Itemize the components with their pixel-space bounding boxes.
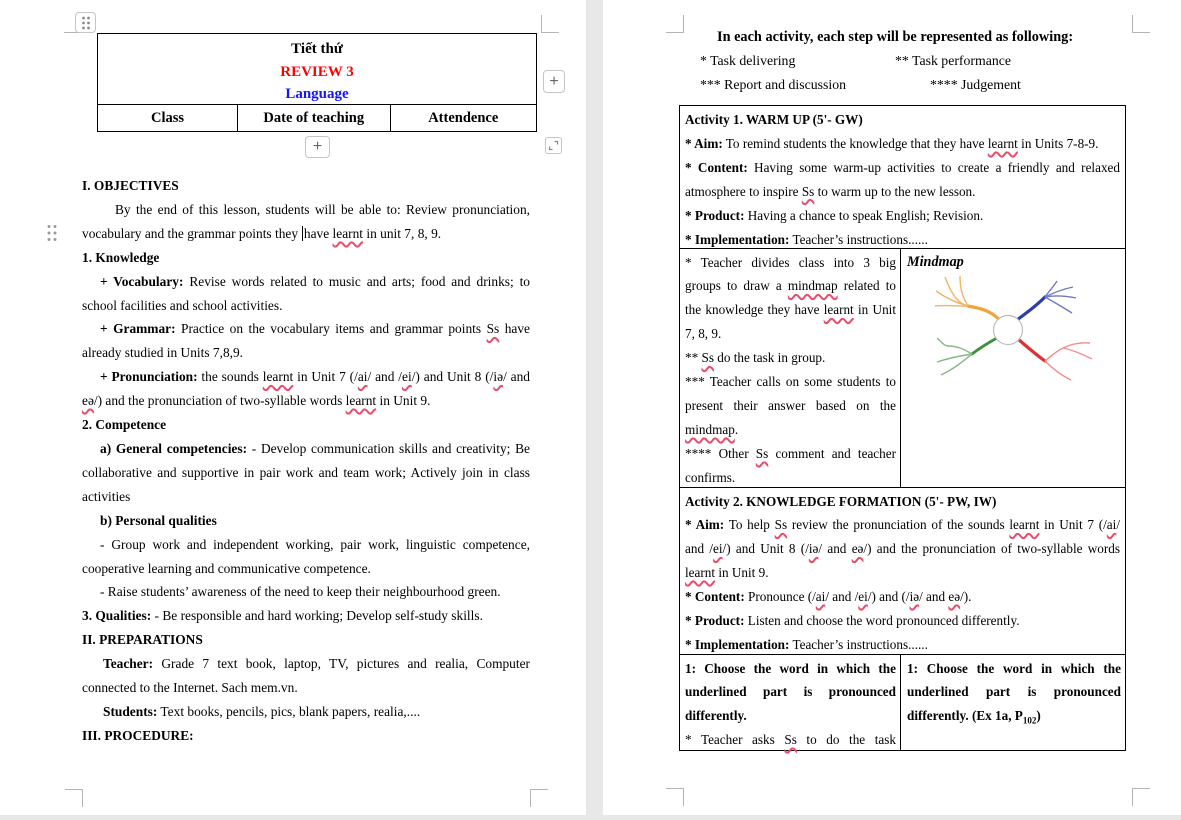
text-run: 2. Competence (82, 417, 167, 433)
text-run: related to the knowledge they have (685, 278, 896, 318)
paragraph[interactable] (82, 700, 530, 724)
text-run: * Content: (685, 159, 748, 175)
paragraph[interactable] (685, 728, 896, 752)
plus-icon: + (549, 72, 559, 90)
expand-corners-icon (546, 138, 561, 153)
lesson-title-cell[interactable] (98, 34, 536, 104)
text-run: in Unit 9. (376, 393, 431, 409)
text-run: Tiết thứ (291, 41, 343, 57)
paragraph[interactable] (82, 628, 530, 652)
text-run: /) and Unit 8 (/ (411, 369, 494, 385)
table-move-handle[interactable] (75, 12, 96, 33)
text-run: to do the task (796, 732, 896, 748)
text-run: / and (818, 541, 852, 557)
mindmap-image[interactable] (904, 262, 1116, 412)
table-resize-button[interactable] (545, 137, 562, 154)
margin-mark-bottom-left (65, 789, 83, 807)
text-run: / and (919, 589, 949, 605)
text-run: + Pronunciation: (100, 369, 198, 385)
text-run: + Grammar: (100, 321, 176, 337)
spellcheck-flagged-text: mindmap (685, 422, 735, 438)
text-run: Students: (103, 703, 158, 719)
add-row-button[interactable] (305, 136, 330, 158)
margin-mark-bottom-right (530, 789, 548, 807)
text-run: Language (285, 86, 349, 102)
paragraph[interactable] (98, 61, 536, 84)
text-run: 1. Knowledge (82, 249, 160, 265)
text-run: Practice on the vocabulary items and grammar points (175, 321, 487, 337)
procedure-table[interactable] (679, 105, 1126, 751)
spellcheck-flagged-text: iə (493, 369, 504, 385)
paragraph[interactable] (685, 108, 1120, 132)
header-columns-row (98, 104, 536, 131)
text-run: comment and teacher confirms. (685, 446, 896, 486)
text-run: / and / (367, 369, 403, 385)
paragraph[interactable] (82, 317, 530, 365)
text-run: Pronounce (/ (744, 589, 816, 605)
margin-mark-top-right (541, 15, 559, 33)
paragraph[interactable] (685, 609, 1120, 633)
paragraph[interactable] (82, 604, 530, 628)
steps-legend-title[interactable]: In each activity, each step will be represented as following: (717, 29, 1074, 45)
paragraph[interactable] (82, 509, 530, 533)
text-run: /). (960, 589, 972, 605)
text-run: /) and (/ (867, 589, 910, 605)
margin-mark-bottom-left (666, 788, 684, 806)
text-run: have already studied in Units 7,8,9. (82, 321, 530, 361)
paragraph[interactable] (82, 437, 530, 509)
text-run: * Product: (685, 613, 745, 629)
text-run: b) Personal qualities (100, 512, 217, 528)
spellcheck-flagged-text: eə (851, 541, 864, 557)
text-run: /) and Unit 8 (/ (722, 541, 809, 557)
spellcheck-flagged-text: Ss (801, 183, 815, 199)
text-run: * Teacher asks (685, 732, 785, 748)
text-run: / and / (825, 589, 859, 605)
spellcheck-flagged-text: learnt (1009, 517, 1040, 533)
mindmap-steps-cell[interactable] (680, 249, 901, 487)
text-run: Teacher: (103, 656, 154, 672)
text-run: Grade 7 text book, laptop, TV, pictures and realia, Computer connected to the Internet. Sach mem.vn. (82, 656, 530, 696)
text-run: To remind students the knowledge that they have (722, 135, 988, 151)
mindmap-image-cell[interactable] (901, 249, 1125, 487)
page-gap (586, 0, 603, 820)
text-run: the sounds (197, 369, 263, 385)
text-run: Having a chance to speak English; Revision. (744, 207, 984, 223)
text-run: Having some warm-up activities to create a friendly and relaxed atmosphere to inspire (685, 159, 1120, 199)
spellcheck-flagged-text: learnt (345, 393, 377, 409)
text-run: - Raise students’ awareness of the need to keep their neighbourhood green. (100, 584, 501, 600)
text-run: By the end of this lesson, students will be able to: Review pronunciation, vocabulary and the grammar points they (82, 201, 530, 241)
text-run: * Aim: (685, 135, 723, 151)
margin-mark-top-right (1132, 15, 1150, 33)
text-run: in Units 7-8-9. (1017, 135, 1099, 151)
text-run: have (303, 225, 333, 241)
spellcheck-flagged-text: eə (948, 589, 961, 605)
text-run: /) and the pronunciation of two-syllable words (863, 541, 1120, 557)
paragraph[interactable] (685, 513, 1120, 585)
text-run: To help (724, 517, 775, 533)
text-run: in Unit 9. (715, 565, 769, 581)
text-run: a) General competencies: (100, 440, 248, 456)
text-run: review the pronunciation of the sounds (787, 517, 1010, 533)
drag-dots-icon (45, 223, 59, 243)
document-body-text[interactable] (82, 174, 530, 748)
text-run: / and (503, 369, 530, 385)
spellcheck-flagged-text: ai (1106, 517, 1117, 533)
spellcheck-flagged-text: Ss (784, 732, 797, 748)
text-run: Teacher’s instructions...... (789, 231, 928, 247)
margin-mark-top-left (666, 15, 684, 33)
paragraph[interactable] (98, 38, 536, 61)
spellcheck-flagged-text: learnt (262, 369, 294, 385)
paragraph[interactable] (82, 198, 530, 246)
paragraph[interactable] (82, 580, 530, 604)
paragraph[interactable] (685, 370, 896, 442)
text-run: * Implementation: (685, 636, 790, 652)
mindmap-row (680, 248, 1125, 487)
text-run: III. PROCEDURE: (82, 727, 194, 743)
text-run: * Product: (685, 207, 745, 223)
text-run: Teacher’s instructions...... (789, 636, 928, 652)
paragraph[interactable] (685, 490, 1120, 514)
text-run: . (734, 422, 739, 438)
text-run: 1: Choose the word in which the underlined part is pronounced differently. (685, 660, 896, 724)
text-run: do the task in group. (713, 350, 826, 366)
spellcheck-flagged-text: Ss (755, 446, 769, 462)
task-instructions-cell[interactable] (680, 655, 901, 751)
paragraph-drag-handle[interactable] (45, 223, 59, 243)
text-run: * Implementation: (685, 231, 790, 247)
paragraph[interactable] (907, 657, 1121, 734)
task-row (680, 654, 1125, 751)
spellcheck-flagged-text: ai (357, 369, 368, 385)
text-run: * Aim: (685, 517, 725, 533)
paragraph[interactable] (685, 442, 896, 490)
text-run: 102 (1022, 715, 1037, 726)
lesson-header-table[interactable] (97, 33, 537, 132)
date-of-teaching-header-cell[interactable]: Date of teaching (237, 105, 390, 131)
activity1-warmup-cell[interactable] (680, 106, 1125, 248)
text-run: * Teacher divides class into 3 big groups to draw a (685, 254, 896, 294)
text-run: + Vocabulary: (100, 273, 184, 289)
add-column-button[interactable] (543, 70, 565, 93)
spellcheck-flagged-text: Ss (701, 350, 714, 366)
legend-judgement[interactable]: **** Judgement (930, 76, 1021, 92)
text-run: in Unit 7, 8, 9. (685, 302, 896, 342)
text-run: * Content: (685, 589, 745, 605)
text-run: Activity 1. WARM UP (5'- GW) (685, 112, 863, 127)
text-run: Mindmap (907, 253, 964, 270)
text-run: Revise words related to music and arts; food and drinks; to school facilities and school activities. (82, 273, 530, 313)
task-reference-cell[interactable] (901, 655, 1125, 751)
margin-mark-bottom-right (1132, 788, 1150, 806)
text-run: **** Other (685, 446, 756, 462)
paragraph[interactable] (82, 365, 530, 413)
paragraph[interactable] (98, 83, 536, 106)
paragraph[interactable] (82, 533, 530, 581)
spellcheck-flagged-text: eə (82, 393, 94, 409)
paragraph[interactable] (82, 270, 530, 318)
text-run: /) and the pronunciation of two-syllable words (93, 393, 346, 409)
spellcheck-flagged-text: ei (713, 541, 723, 557)
text-run: to warm up to the new lesson. (814, 183, 976, 199)
paragraph[interactable] (685, 204, 1120, 228)
text-run: / and / (685, 517, 1120, 557)
text-run: 3. Qualities: (82, 608, 152, 624)
spellcheck-flagged-text: Ss (486, 321, 500, 337)
text-run: - Group work and independent working, pair work, linguistic competence, cooperative learning and communicative competence. (82, 536, 530, 576)
attendance-header-cell[interactable]: Attendence (390, 105, 537, 131)
spellcheck-flagged-text: learnt (823, 302, 854, 318)
text-run: Activity 2. KNOWLEDGE FORMATION (5'- PW, IW) (685, 493, 997, 509)
paragraph[interactable] (685, 251, 896, 347)
activity2-knowledge-cell[interactable] (680, 487, 1125, 654)
text-run: ) (1036, 708, 1041, 724)
text-run: REVIEW 3 (280, 63, 354, 80)
text-run: II. PREPARATIONS (82, 632, 203, 648)
text-run: I. OBJECTIVES (82, 178, 179, 193)
text-run: - Be responsible and hard working; Develop self-study skills. (151, 608, 483, 624)
paragraph[interactable] (685, 657, 896, 729)
legend-report-discussion[interactable]: *** Report and discussion (700, 76, 847, 92)
paragraph[interactable] (82, 174, 530, 198)
legend-task-delivering[interactable]: * Task delivering (700, 53, 796, 68)
spellcheck-flagged-text: iə (909, 589, 920, 605)
spellcheck-flagged-text: ai (815, 589, 826, 605)
class-header-cell[interactable]: Class (150, 109, 185, 126)
paragraph[interactable] (82, 413, 530, 437)
spellcheck-flagged-text: mindmap (787, 278, 838, 294)
paragraph[interactable] (685, 132, 1120, 156)
document-page-2[interactable] (603, 0, 1181, 815)
spellcheck-flagged-text: iə (808, 541, 819, 557)
drag-dots-icon (80, 14, 92, 32)
text-run: ** (685, 350, 702, 366)
paragraph[interactable] (685, 156, 1120, 204)
spellcheck-flagged-text: ei (402, 369, 412, 385)
spellcheck-flagged-text: learnt (332, 225, 364, 241)
paragraph[interactable] (685, 346, 896, 370)
paragraph[interactable] (82, 724, 530, 748)
paragraph[interactable] (82, 652, 530, 700)
spellcheck-flagged-text: Ss (774, 517, 788, 533)
text-run: in Unit 7 (/ (293, 369, 358, 385)
plus-icon: + (312, 138, 323, 155)
spellcheck-flagged-text: ei (858, 589, 868, 605)
text-run: *** Teacher calls on some students to present their answer based on the (685, 374, 896, 414)
text-run: 1: Choose the word in which the underlined part is pronounced differently. (Ex 1a, P (907, 660, 1121, 724)
text-run: Text books, pencils, pics, blank papers, realia,.... (157, 703, 421, 719)
spellcheck-flagged-text: learnt (685, 565, 716, 581)
paragraph[interactable] (685, 585, 1120, 609)
spellcheck-flagged-text: learnt (987, 135, 1018, 151)
text-run: in Unit 7 (/ (1039, 517, 1107, 533)
text-run: Listen and choose the word pronounced differently. (744, 613, 1020, 629)
paragraph[interactable] (82, 246, 530, 270)
document-page-1[interactable] (0, 0, 586, 815)
text-run: - Develop communication skills and creativity; Be collaborative and supportive in pair work and team work; Actively join in class activities (82, 440, 530, 504)
text-run: in unit 7, 8, 9. (363, 225, 442, 241)
legend-task-performance[interactable]: ** Task performance (895, 53, 1012, 68)
